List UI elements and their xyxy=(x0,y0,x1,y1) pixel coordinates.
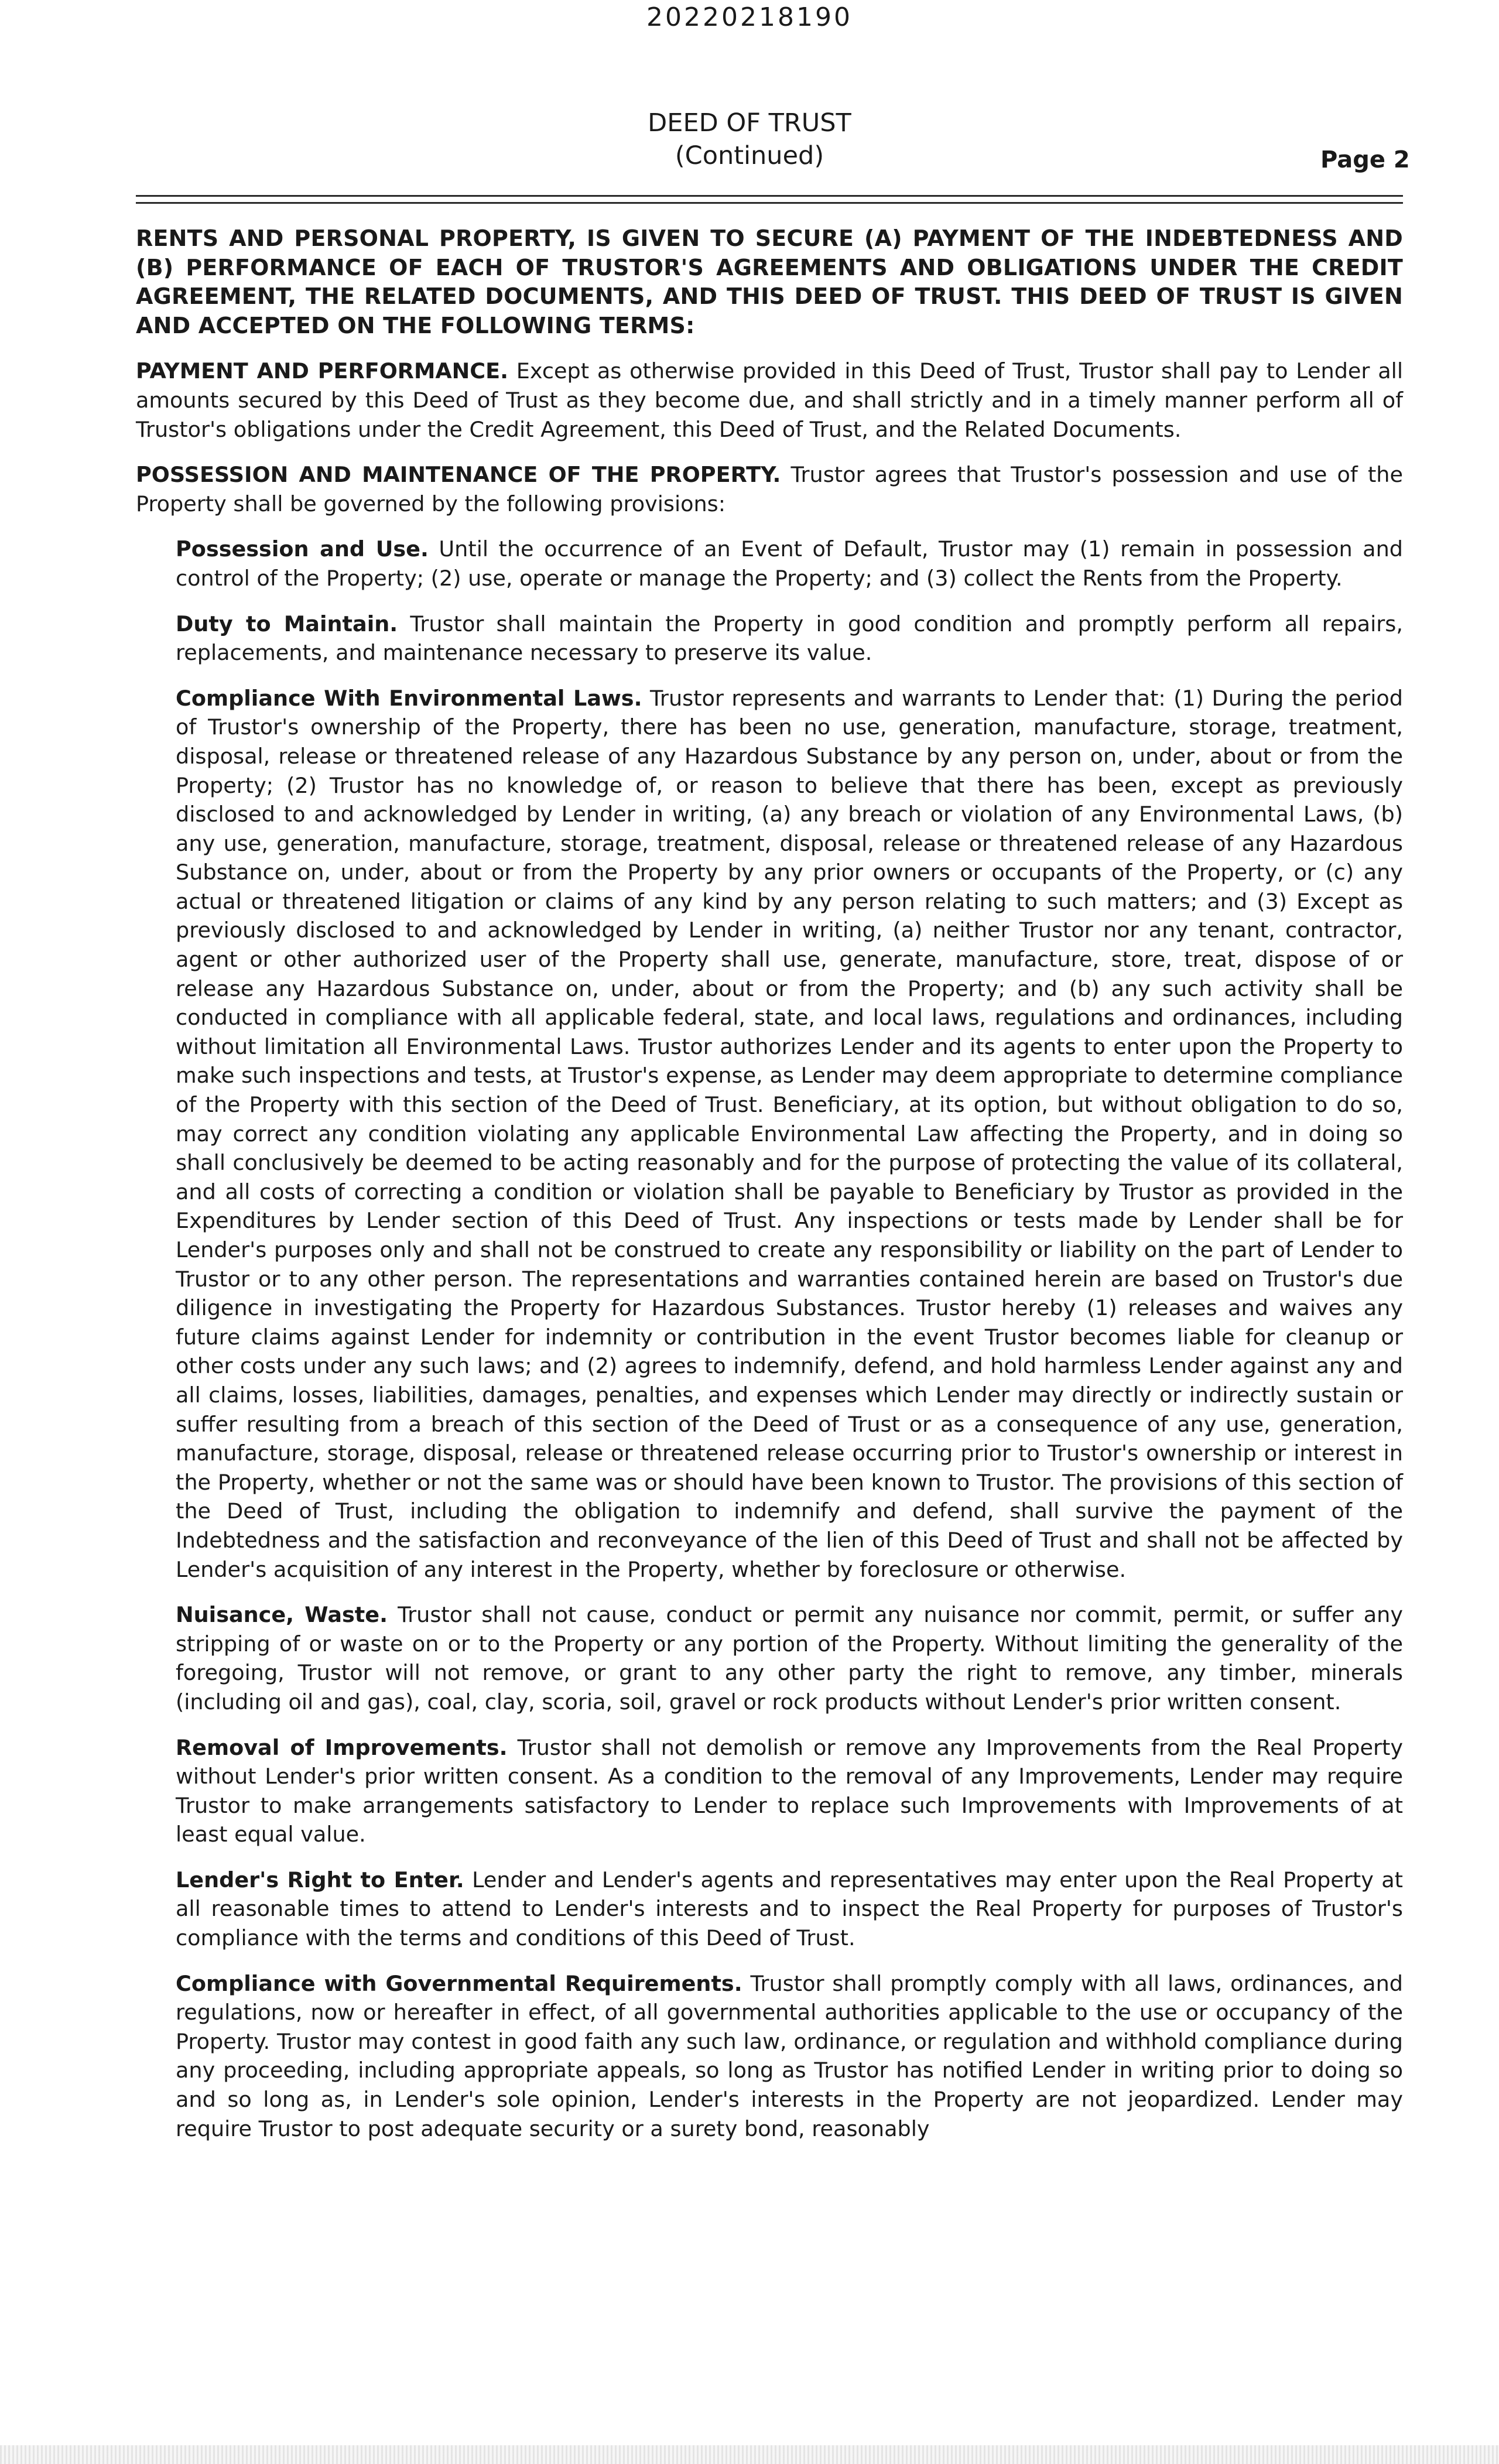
subsection-heading: Removal of Improvements. xyxy=(176,1734,508,1760)
scan-artifact-strip xyxy=(0,2445,1499,2464)
section-body: Except as otherwise provided in this Deed of Trust, Trustor shall pay to Lender all amounts secured by this Deed of Trust as they become due, and shall strictly and in a timely manner perform all of Trustor's obligations under the Credit Agreement, this Deed of Trust, and the Related Documents. xyxy=(136,358,1403,442)
document-title: DEED OF TRUST xyxy=(648,108,851,138)
document-subtitle: (Continued) xyxy=(675,141,824,170)
page-title xyxy=(0,107,1499,172)
subsection-heading: Compliance With Environmental Laws. xyxy=(176,685,642,711)
subsection-heading: Duty to Maintain. xyxy=(176,611,398,636)
subsection-body: Trustor shall not cause, conduct or permit any nuisance nor commit, permit, or suffer any stripping of or waste on or to the Property or any portion of the Property. Without limiting the generality of the foregoing, Trustor will not remove, or grant to any other party the right to remove, any timber, minerals (including oil and gas), coal, clay, scoria, soil, gravel or rock products without Lender's prior written consent. xyxy=(176,1602,1403,1714)
subsection-right-to-enter xyxy=(176,1866,1403,1953)
subsection-possession-use xyxy=(176,535,1403,593)
section-body: Trustor agrees that Trustor's possession and use of the Property shall be governed by the following provisions: xyxy=(136,462,1403,516)
subsection-heading: Possession and Use. xyxy=(176,536,429,562)
section-heading: POSSESSION AND MAINTENANCE OF THE PROPERTY. xyxy=(136,462,781,488)
subsection-body: Trustor shall not demolish or remove any Improvements from the Real Property without Lender's prior written consent. As a condition to the removal of any Improvements, Lender may require Trustor to make arrangements satisfactory to Lender to replace such Improvements with Improvements of at least equal value. xyxy=(176,1734,1403,1847)
intro-paragraph: RENTS AND PERSONAL PROPERTY, IS GIVEN TO SECURE (A) PAYMENT OF THE INDEBTEDNESS AND (B) PERFORMANCE OF EACH OF TRUSTOR'S AGREEMENTS AND OBLIGATIONS UNDER THE CREDIT AGREEMENT, THE RELATED DOCUMENTS, AND THIS DEED OF TRUST. THIS DEED OF TRUST IS GIVEN AND ACCEPTED ON THE FOLLOWING TERMS: xyxy=(136,225,1403,338)
header-divider-bottom xyxy=(136,202,1403,204)
subsection-body: Trustor represents and warrants to Lender that: (1) During the period of Trustor's ownership of the Property, there has been no use, generation, manufacture, storage, treatment, disposal, release or threatened release of any Hazardous Substance by any person on, under, about or from the Property; (2) Trustor has no knowledge of, or reason to believe that there has been, except as previously disclosed to and acknowledged by Lender in writing, (a) any breach or violation of any Environmental Laws, (b) any use, generation, manufacture, storage, treatment, disposal, release or threatened release of any Hazardous Substance on, under, about or from the Property by any prior owners or occupants of the Property, or (c) any actual or threatened litigation or claims of any kind by any person relating to such matters; and (3) Except as previously disclosed to and acknowledged by Lender in writing, (a) neither Trustor nor any tenant, contractor, agent or other authorized user of the Property shall use, generate, manufacture, store, treat, dispose of or release any Hazardous Substance on, under, about or from the Property; and (b) any such activity shall be conducted in compliance with all applicable federal, state, and local laws, regulations and ordinances, including without limitation all Environmental Laws. Trustor authorizes Lender and its agents to enter upon the Property to make such inspections and tests, at Trustor's expense, as Lender may deem appropriate to determine compliance of the Property with this section of the Deed of Trust. Beneficiary, at its option, but without obligation to do so, may correct any condition violating any applicable Environmental Law affecting the Property, and in doing so shall conclusively be deemed to be acting reasonably and for the purpose of protecting the value of its collateral, and all costs of correcting a condition or violation shall be payable to Beneficiary by Trustor as provided in the Expenditures by Lender section of this Deed of Trust. Any inspections or tests made by Lender shall be for Lender's purposes only and shall not be construed to create any responsibility or liability on the part of Lender to Trustor or to any other person. The representations and warranties contained herein are based on Trustor's due diligence in investigating the Property for Hazardous Substances. Trustor hereby (1) releases and waives any future claims against Lender for indemnity or contribution in the event Trustor becomes liable for cleanup or other costs under any such laws; and (2) agrees to indemnify, defend, and hold harmless Lender against any and all claims, losses, liabilities, damages, penalties, and expenses which Lender may directly or indirectly sustain or suffer resulting from a breach of this section of the Deed of Trust or as a consequence of any use, generation, manufacture, storage, disposal, release or threatened release occurring prior to Trustor's ownership or interest in the Property, whether or not the same was or should have been known to Trustor. The provisions of this section of the Deed of Trust, including the obligation to indemnify and defend, shall survive the payment of the Indebtedness and the satisfaction and reconveyance of the lien of this Deed of Trust and shall not be affected by Lender's acquisition of any interest in the Property, whether by foreclosure or otherwise. xyxy=(176,685,1403,1582)
section-possession-maintenance xyxy=(136,460,1403,518)
subsection-heading: Compliance with Governmental Requirements. xyxy=(176,1970,742,1996)
header-divider-top xyxy=(136,195,1403,197)
section-heading: PAYMENT AND PERFORMANCE. xyxy=(136,358,509,384)
subsection-heading: Lender's Right to Enter. xyxy=(176,1867,464,1893)
subsection-removal-improvements xyxy=(176,1733,1403,1849)
section-payment-performance xyxy=(136,357,1403,444)
subsection-heading: Nuisance, Waste. xyxy=(176,1602,388,1628)
subsection-nuisance-waste xyxy=(176,1600,1403,1716)
page-number: Page 2 xyxy=(1320,146,1410,173)
document-body xyxy=(136,224,1403,2160)
subsection-body: Until the occurrence of an Event of Default, Trustor may (1) remain in possession and control of the Property; (2) use, operate or manage the Property; and (3) collect the Rents from the Property. xyxy=(176,536,1403,591)
subsection-body: Trustor shall maintain the Property in good condition and promptly perform all repairs, replacements, and maintenance necessary to preserve its value. xyxy=(176,611,1403,666)
subsection-governmental-requirements xyxy=(176,1969,1403,2144)
subsection-duty-to-maintain xyxy=(176,610,1403,668)
subsection-body: Lender and Lender's agents and representatives may enter upon the Real Property at all reasonable times to attend to Lender's interests and to inspect the Real Property for purposes of Trustor's compliance with the terms and conditions of this Deed of Trust. xyxy=(176,1867,1403,1951)
subsection-environmental-laws xyxy=(176,684,1403,1584)
subsection-body: Trustor shall promptly comply with all laws, ordinances, and regulations, now or hereafter in effect, of all governmental authorities applicable to the use or occupancy of the Property. Trustor may contest in good faith any such law, ordinance, or regulation and withhold compliance during any proceeding, including appropriate appeals, so long as Trustor has notified Lender in writing prior to doing so and so long as, in Lender's sole opinion, Lender's interests in the Property are not jeopardized. Lender may require Trustor to post adequate security or a surety bond, reasonably xyxy=(176,1970,1403,2141)
document-number: 20220218190 xyxy=(646,2,853,32)
